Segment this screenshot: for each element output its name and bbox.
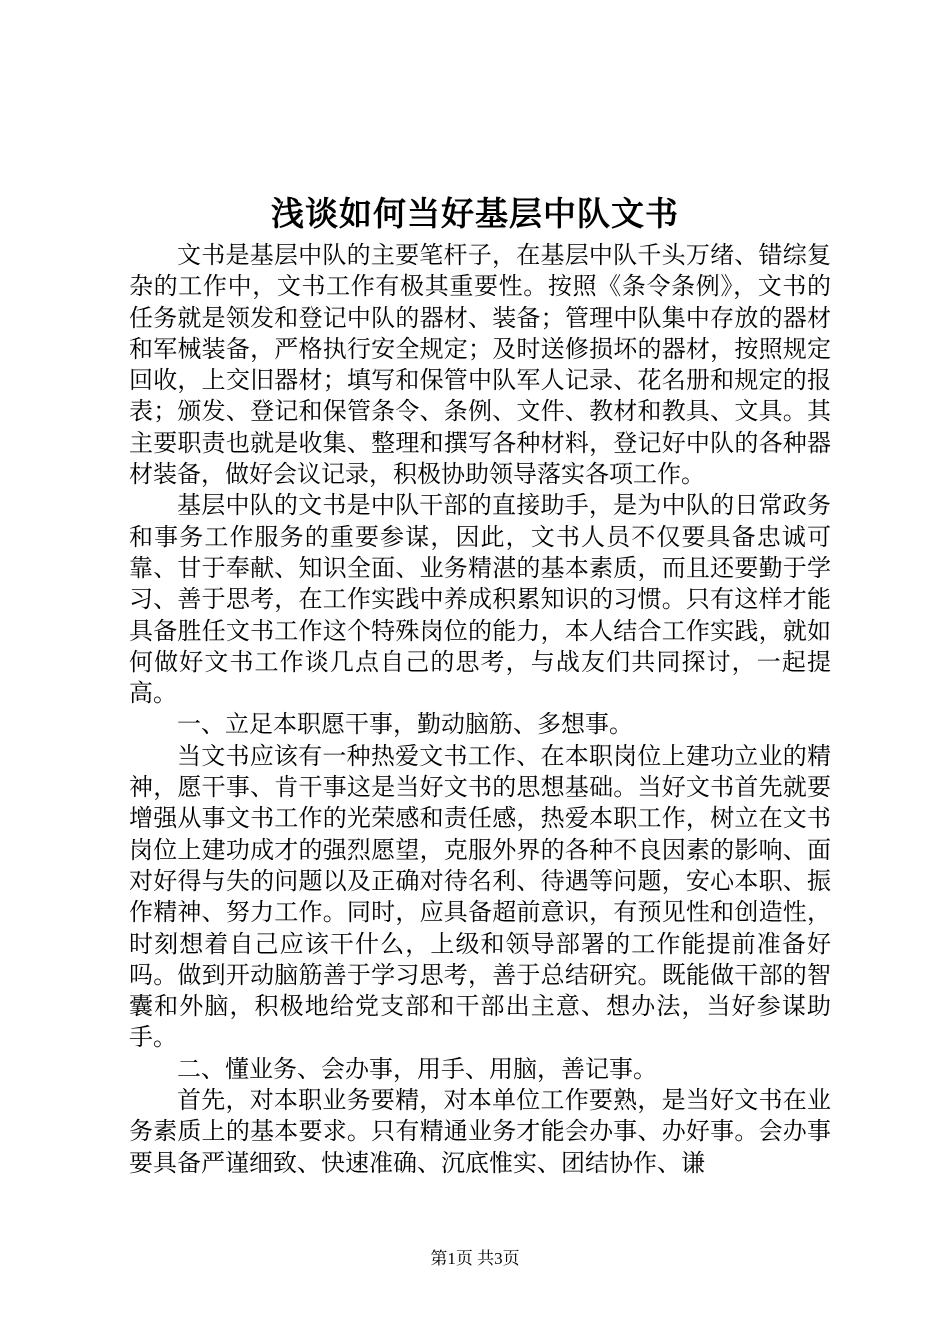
document-body (129, 240, 831, 1179)
paragraph-4: 首先，对本职业务要精，对本单位工作要熟，是当好文书在业务素质上的基本要求。只有精通业务才能会办事、办好事。会办事要具备严谨细致、快速准确、沉底惟实、团结协作、谦 (129, 1086, 831, 1177)
section-heading-2: 二、懂业务、会办事，用手、用脑，善记事。 (177, 1054, 657, 1083)
paragraph-3: 当文书应该有一种热爱文书工作、在本职岗位上建功立业的精神，愿干事、肯干事这是当好文书的思想基础。当好文书首先就要增强从事文书工作的光荣感和责任感，热爱本职工作，树立在文书岗位上建功成才的强烈愿望，克服外界的各种不良因素的影响、面对好得与失的问题以及正确对待名利、待遇等问题，安心本职、振作精神、努力工作。同时，应具备超前意识，有预见性和创造性，时刻想着自己应该干什么，上级和领导部署的工作能提前准备好吗。做到开动脑筋善于学习思考，善于总结研究。既能做干部的智囊和外脑，积极地给党支部和干部出主意、想办法，当好参谋助手。 (129, 741, 831, 1052)
paragraph-2: 基层中队的文书是中队干部的直接助手，是为中队的日常政务和事务工作服务的重要参谋，因此，文书人员不仅要具备忠诚可靠、甘于奉献、知识全面、业务精湛的基本素质，而且还要勤于学习、善于思考，在工作实践中养成积累知识的习惯。只有这样才能具备胜任文书工作这个特殊岗位的能力，本人结合工作实践，就如何做好文书工作谈几点自己的思考，与战友们共同探讨，一起提高。 (129, 491, 831, 708)
section-heading-1: 一、立足本职愿干事，勤动脑筋、多想事。 (177, 710, 633, 739)
paragraph-1: 文书是基层中队的主要笔杆子，在基层中队千头万绪、错综复杂的工作中，文书工作有极其重要性。按照《条令条例》，文书的任务就是领发和登记中队的器材、装备；管理中队集中存放的器材和军械装备，严格执行安全规定；及时送修损坏的器材，按照规定回收，上交旧器材；填写和保管中队军人记录、花名册和规定的报表；颁发、登记和保管条令、条例、文件、教材和教具、文具。其主要职责也就是收集、整理和撰写各种材料，登记好中队的各种器材装备，做好会议记录，积极协助领导落实各项工作。 (129, 241, 831, 489)
document-title: 浅谈如何当好基层中队文书 (271, 194, 679, 233)
page-number-footer: 第1页 共3页 (430, 1249, 520, 1268)
